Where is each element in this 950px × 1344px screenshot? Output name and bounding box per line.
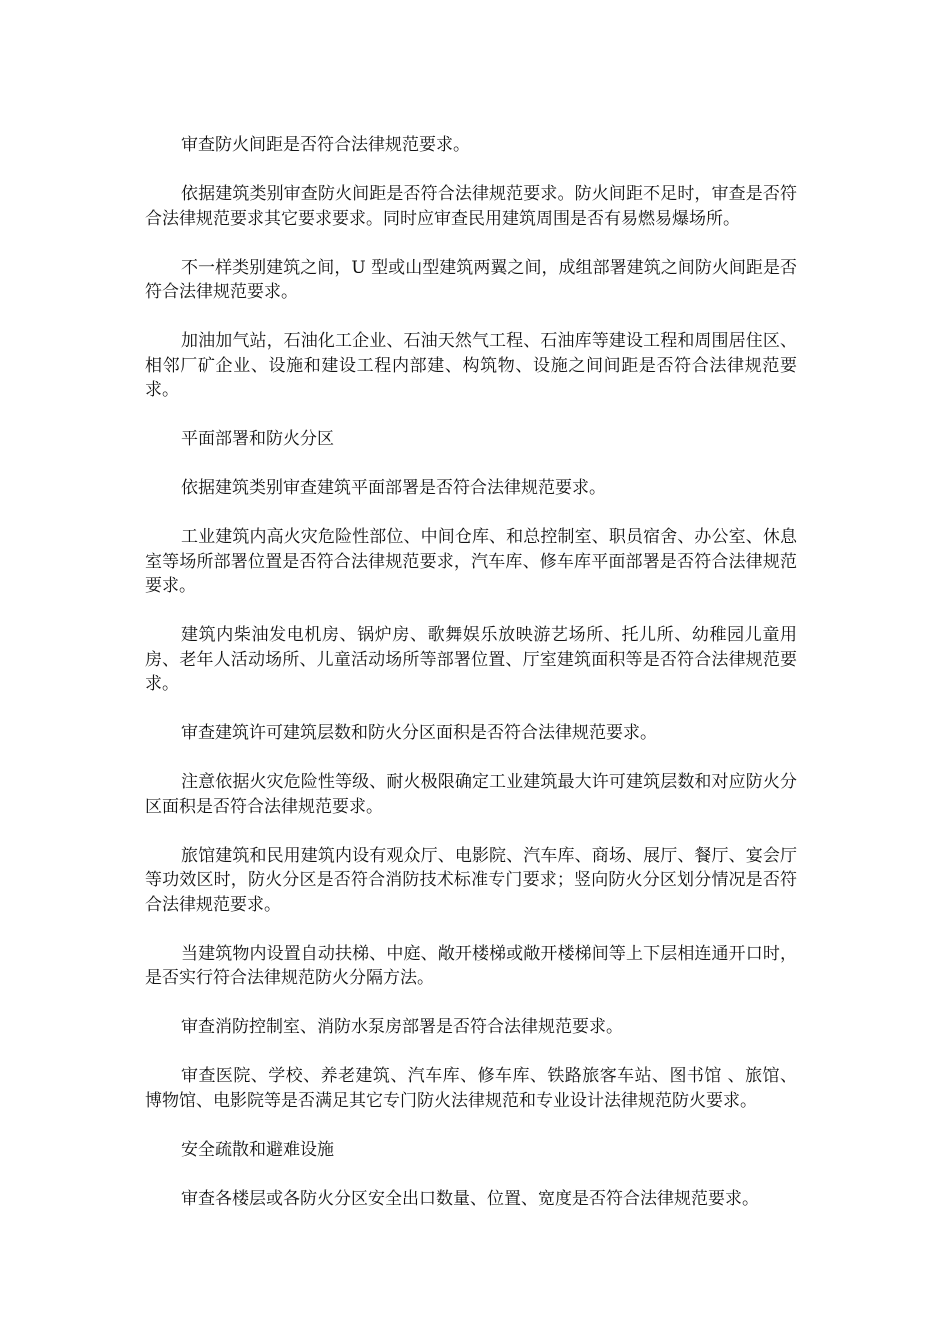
section-heading-evacuation: 安全疏散和避难设施 bbox=[181, 1139, 334, 1160]
paragraph-atrium-openings: 当建筑物内设置自动扶梯、中庭、敞开楼梯或敞开楼梯间等上下层相连通开口时，是否实行符合法律规范防火分隔方法。 bbox=[145, 943, 797, 988]
paragraph-different-category-buildings: 不一样类别建筑之间，U 型或山型建筑两翼之间，成组部署建筑之间防火间距是否符合法律规范要求。 bbox=[145, 257, 797, 302]
paragraph-storeys-and-zone-area: 审查建筑许可建筑层数和防火分区面积是否符合法律规范要求。 bbox=[181, 723, 657, 743]
paragraph-special-rooms-layout: 建筑内柴油发电机房、锅炉房、歌舞娱乐放映游艺场所、托儿所、幼稚园儿童用房、老年人活动场所、儿童活动场所等部署位置、厅室建筑面积等是否符合法律规范要求。 bbox=[145, 625, 797, 694]
document-page bbox=[145, 133, 797, 1236]
paragraph-safety-exits: 审查各楼层或各防火分区安全出口数量、位置、宽度是否符合法律规范要求。 bbox=[181, 1188, 759, 1209]
paragraph-fire-hazard-level-note: 注意依据火灾危险性等级、耐火极限确定工业建筑最大许可建筑层数和对应防火分区面积是否符合法律规范要求。 bbox=[145, 772, 797, 817]
paragraph-control-room-pump-room: 审查消防控制室、消防水泵房部署是否符合法律规范要求。 bbox=[181, 1017, 623, 1037]
paragraph-special-buildings: 审查医院、学校、养老建筑、汽车库、修车库、铁路旅客车站、图书馆 、旅馆、博物馆、电影院等是否满足其它专门防火法律规范和专业设计法律规范防火要求。 bbox=[145, 1066, 797, 1111]
paragraph-industrial-building-layout: 工业建筑内高火灾危险性部位、中间仓库、和总控制室、职员宿舍、办公室、休息室等场所部署位置是否符合法律规范要求，汽车库、修车库平面部署是否符合法律规范要求。 bbox=[145, 527, 797, 596]
paragraph-gas-station-separation: 加油加气站，石油化工企业、石油天然气工程、石油库等建设工程和周围居住区、相邻厂矿企业、设施和建设工程内部建、构筑物、设施之间间距是否符合法律规范要求。 bbox=[145, 331, 797, 400]
paragraph-fire-separation: 审查防火间距是否符合法律规范要求。 bbox=[181, 135, 470, 155]
section-heading-layout-fire-zones: 平面部署和防火分区 bbox=[181, 429, 334, 449]
paragraph-hotel-public-zones: 旅馆建筑和民用建筑内设有观众厅、电影院、汽车库、商场、展厅、餐厅、宴会厅等功效区时，防火分区是否符合消防技术标准专门要求；竖向防火分区划分情况是否符合法律规范要求。 bbox=[145, 845, 797, 915]
paragraph-building-category-separation: 依据建筑类别审查防火间距是否符合法律规范要求。防火间距不足时，审查是否符合法律规范要求其它要求要求。同时应审查民用建筑周围是否有易燃易爆场所。 bbox=[145, 184, 797, 229]
paragraph-floor-plan-review: 依据建筑类别审查建筑平面部署是否符合法律规范要求。 bbox=[181, 478, 606, 498]
